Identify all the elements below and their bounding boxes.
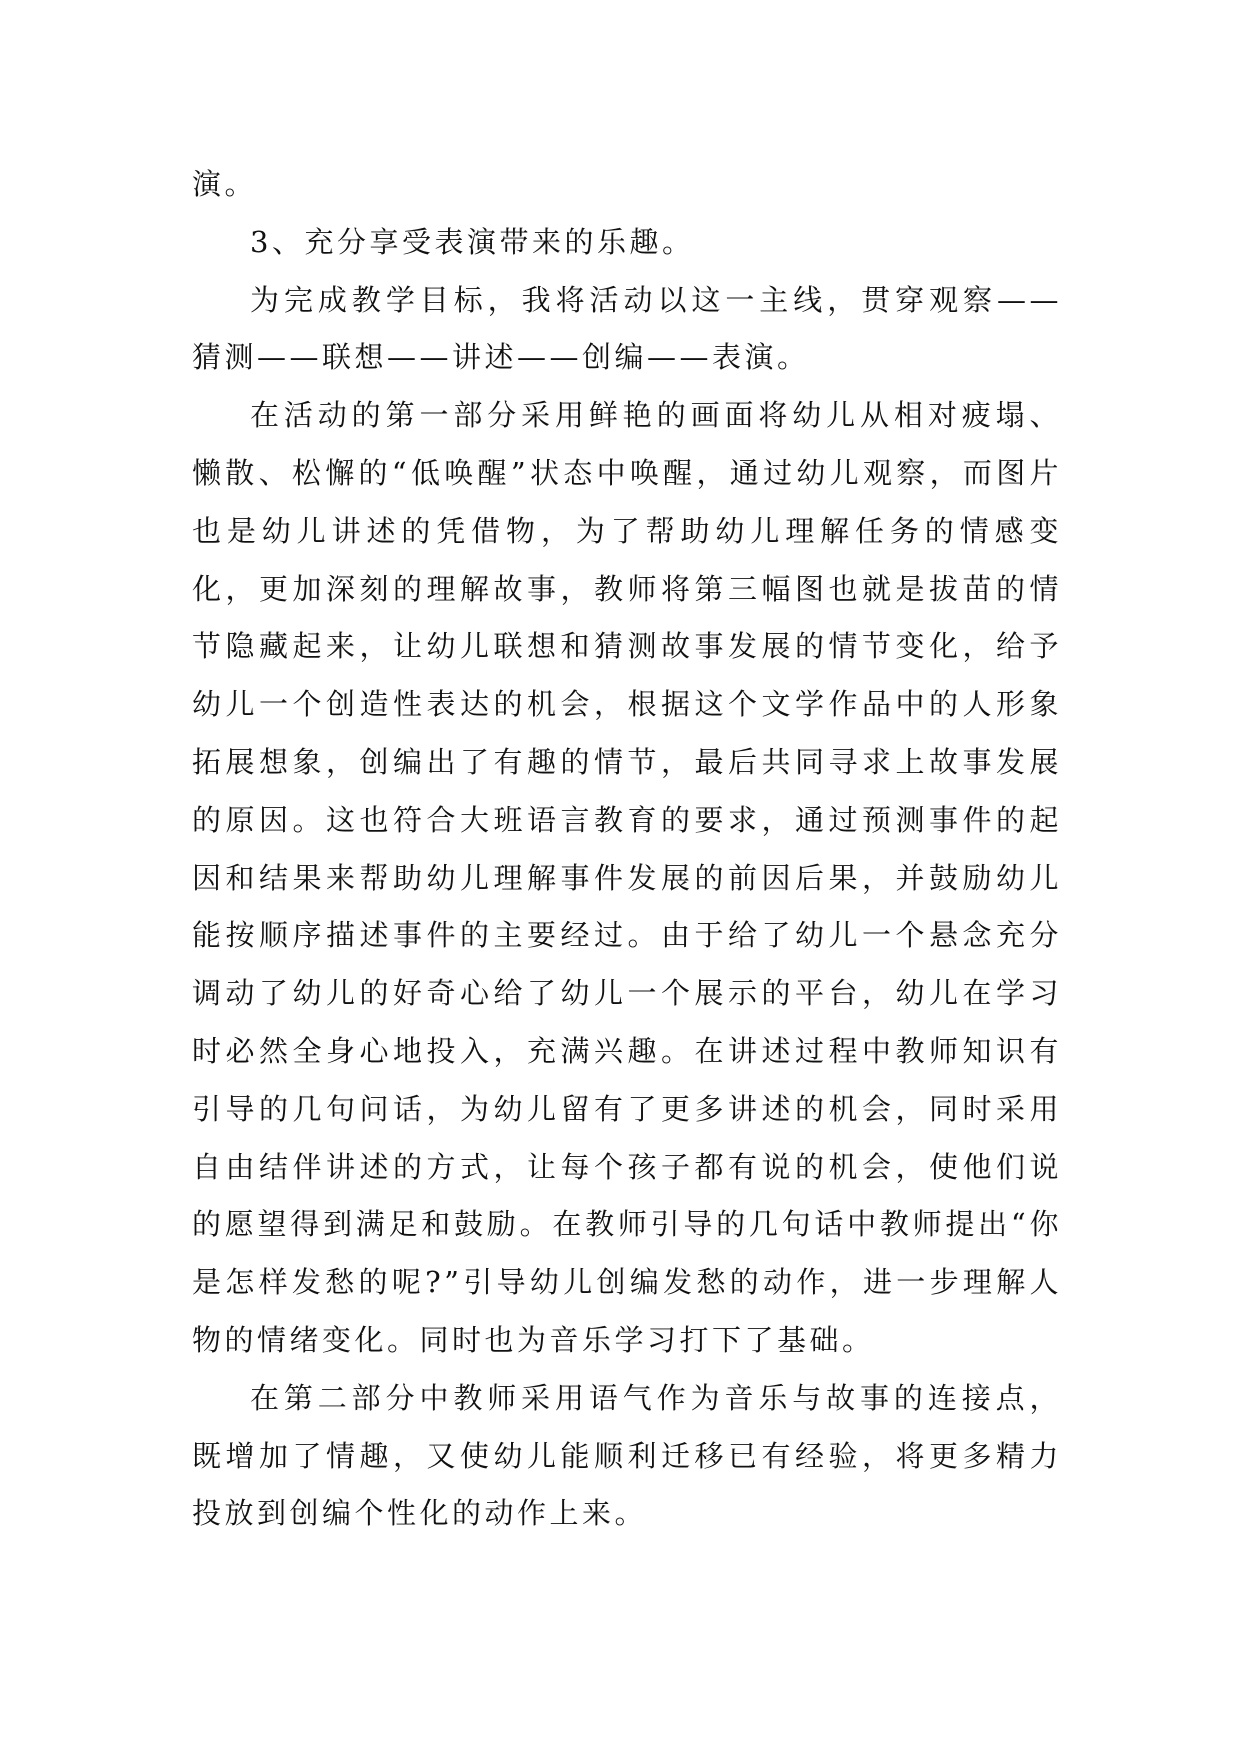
paragraph-continuation: 演。: [192, 167, 258, 201]
paragraph-objective-3: 3、充分享受表演带来的乐趣。: [250, 224, 695, 259]
document-page: [192, 156, 1062, 1543]
paragraph-part-one: 在活动的第一部分采用鲜艳的画面将幼儿从相对疲塌、懒散、松懈的“低唤醒”状态中唤醒，通过幼儿观察，而图片也是幼儿讲述的凭借物，为了帮助幼儿理解任务的情感变化，更加深刻的理解故事，教师将第三幅图也就是拔苗的情节隐藏起来，让幼儿联想和猜测故事发展的情节变化，给予幼儿一个创造性表达的机会，根据这个文学作品中的人形象拓展想象，创编出了有趣的情节，最后共同寻求上故事发展的原因。这也符合大班语言教育的要求，通过预测事件的起因和结果来帮助幼儿理解事件发展的前因后果，并鼓励幼儿能按顺序描述事件的主要经过。由于给了幼儿一个悬念充分调动了幼儿的好奇心给了幼儿一个展示的平台，幼儿在学习时必然全身心地投入，充满兴趣。在讲述过程中教师知识有引导的几句问话，为幼儿留有了更多讲述的机会，同时采用自由结伴讲述的方式，让每个孩子都有说的机会，使他们说的愿望得到满足和鼓励。在教师引导的几句话中教师提出“你是怎样发愁的呢?”引导幼儿创编发愁的动作，进一步理解人物的情绪变化。同时也为音乐学习打下了基础。: [192, 398, 1062, 1357]
paragraph-part-two: 在第二部分中教师采用语气作为音乐与故事的连接点，既增加了情趣，又使幼儿能顺利迁移已有经验，将更多精力投放到创编个性化的动作上来。: [192, 1380, 1062, 1531]
paragraph-main-line: 为完成教学目标，我将活动以这一主线，贯穿观察——猜测——联想——讲述——创编——表演。: [192, 282, 1062, 375]
